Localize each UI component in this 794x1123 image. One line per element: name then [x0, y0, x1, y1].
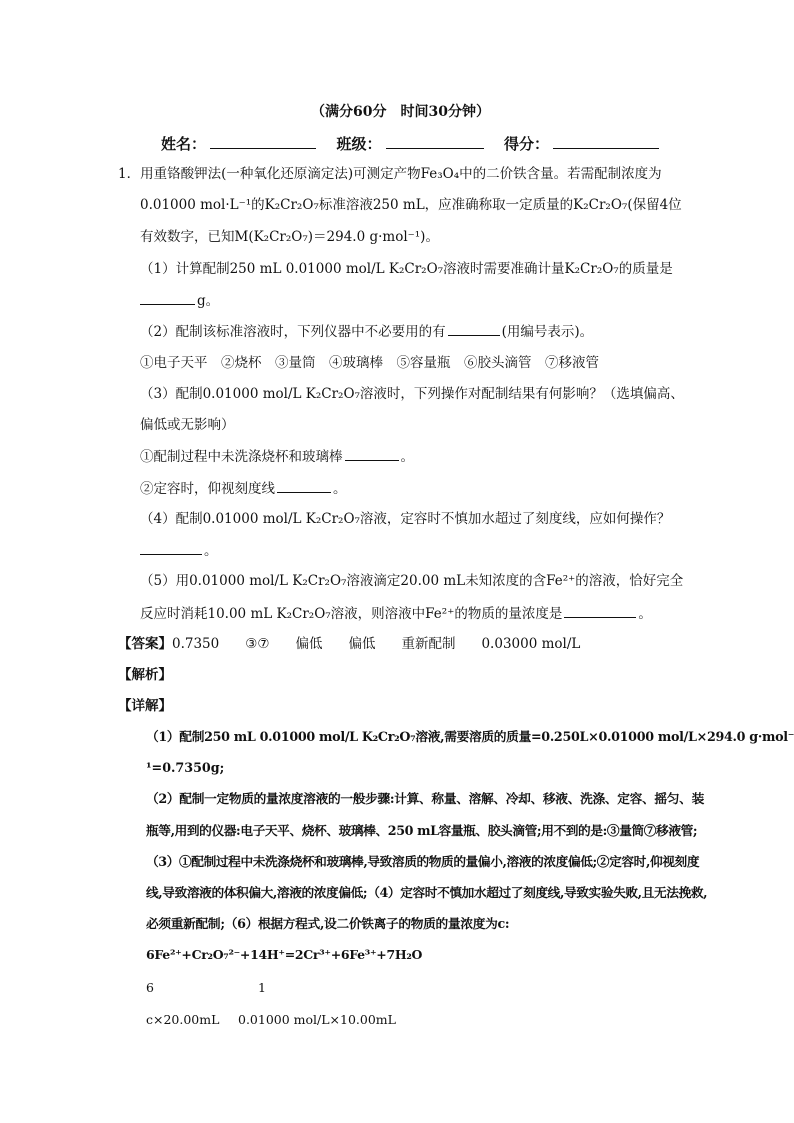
score-label: 得分：	[503, 135, 549, 153]
class-field[interactable]	[386, 134, 484, 149]
answer-blank-4[interactable]	[277, 479, 331, 493]
answer-item-2: ③⑦	[245, 636, 270, 652]
student-info-row	[161, 134, 663, 153]
answer-item-5: 重新配制	[401, 636, 456, 652]
detail-paragraph-2a: （2）配制一定物质的量浓度溶液的一般步骤:计算、称量、溶解、冷却、移液、洗涤、定容、摇匀、装	[146, 791, 704, 806]
answer-item-4: 偏低	[348, 636, 376, 652]
name-label: 姓名：	[161, 135, 207, 153]
answer-item-6: 0.03000 mol/L	[481, 636, 581, 652]
score-field[interactable]	[553, 134, 659, 149]
coefficient-a: 6	[146, 980, 154, 995]
analysis-label: 【解析】	[118, 667, 172, 683]
answer-blank-2[interactable]	[448, 322, 500, 336]
answer-label: 【答案】	[118, 636, 172, 652]
detail-paragraph-3a: （3）①配制过程中未洗涤烧杯和玻璃棒,导致溶质的物质的量偏小,溶液的浓度偏低;②定容时,仰视刻度	[146, 854, 700, 869]
detail-paragraph-1a: （1）配制250 mL 0.01000 mol/L K₂Cr₂O₇溶液,需要溶质的质量=0.250L×0.01000 mol/L×294.0 g·mol⁻	[146, 729, 794, 744]
name-field[interactable]	[210, 134, 316, 149]
subquestion-3-item-1	[140, 447, 414, 466]
answer-item-1: 0.7350	[172, 636, 220, 652]
question-line-3: 有效数字，已知M(K₂Cr₂O₇)＝294.0 g·mol⁻¹)。	[140, 229, 439, 245]
item-2-end: 。	[333, 481, 347, 497]
subquestion-2-hint: (用编号表示)。	[501, 324, 594, 340]
subquestion-3-item-2	[140, 479, 347, 498]
question-line-2: 0.01000 mol·L⁻¹的K₂Cr₂O₇标准溶液250 mL，应准确称取一定质量的K₂Cr₂O₇(保留4位	[140, 197, 682, 213]
item-1-text: ①配制过程中未洗涤烧杯和玻璃棒	[140, 449, 343, 465]
answer-blank-3[interactable]	[345, 447, 399, 461]
detail-paragraph-2b: 瓶等,用到的仪器:电子天平、烧杯、玻璃棒、250 mL容量瓶、胶头滴管;用不到的是:③量筒⑦移液管;	[146, 823, 698, 838]
subquestion-5: （5）用0.01000 mol/L K₂Cr₂O₇溶液滴定20.00 mL未知浓度的含Fe²⁺的溶液，恰好完全	[140, 573, 684, 589]
subquestion-5-text: 反应时消耗10.00 mL K₂Cr₂O₇溶液，则溶液中Fe²⁺的物质的量浓度是	[140, 606, 563, 622]
subquestion-4: （4）配制0.01000 mol/L K₂Cr₂O₇溶液，定容时不慎加水超过了刻度线，应如何操作？	[140, 511, 671, 527]
instrument-options: ①电子天平 ②烧杯 ③量筒 ④玻璃棒 ⑤容量瓶 ⑥胶头滴管 ⑦移液管	[140, 355, 599, 371]
unit-text: g。	[197, 293, 220, 309]
item-2-text: ②定容时，仰视刻度线	[140, 481, 275, 497]
answer-blank-6[interactable]	[564, 604, 636, 618]
detail-paragraph-3c: 必须重新配制;（6）根据方程式,设二价铁离子的物质的量浓度为c:	[146, 916, 510, 931]
chemical-equation: 6Fe²⁺+Cr₂O₇²⁻+14H⁺=2Cr³⁺+6Fe³⁺+7H₂O	[146, 947, 423, 962]
score-time-header: （满分60分 时间30分钟）	[311, 104, 490, 120]
item-1-end: 。	[400, 449, 414, 465]
class-label: 班级：	[336, 135, 382, 153]
detail-label: 【详解】	[118, 698, 172, 714]
answer-blank-1[interactable]	[140, 291, 195, 305]
subquestion-3: （3）配制0.01000 mol/L K₂Cr₂O₇溶液时，下列操作对配制结果有何影响？（选填偏高、	[140, 386, 684, 402]
answer-row	[118, 635, 580, 653]
subquestion-4-end: 。	[204, 543, 218, 559]
subquestion-1-answer-line	[140, 291, 219, 310]
subquestion-2-text: （2）配制该标准溶液时，下列仪器中不必要用的有	[140, 324, 446, 340]
detail-paragraph-1b: ¹=0.7350g;	[146, 760, 225, 775]
ratio-row-b: 0.01000 mol/L×10.00mL	[238, 1012, 396, 1027]
subquestion-1: （1）计算配制250 mL 0.01000 mol/L K₂Cr₂O₇溶液时需要准确计量K₂Cr₂O₇的质量是	[140, 261, 673, 277]
subquestion-5-cont	[140, 604, 652, 623]
ratio-row-a: c×20.00mL	[146, 1012, 220, 1027]
subquestion-5-end: 。	[638, 606, 652, 622]
answer-item-3: 偏低	[295, 636, 323, 652]
subquestion-2	[140, 322, 593, 341]
coefficient-b: 1	[258, 980, 266, 995]
answer-blank-5[interactable]	[140, 541, 202, 555]
subquestion-4-answer-line	[140, 541, 218, 560]
question-line-1: 1．用重铬酸钾法(一种氧化还原滴定法)可测定产物Fe₃O₄中的二价铁含量。若需配制浓度为	[118, 166, 662, 182]
detail-paragraph-3b: 线,导致溶液的体积偏大,溶液的浓度偏低;（4）定容时不慎加水超过了刻度线,导致实验失败,且无法挽救,	[146, 885, 708, 900]
subquestion-3-cont: 偏低或无影响）	[140, 417, 235, 433]
